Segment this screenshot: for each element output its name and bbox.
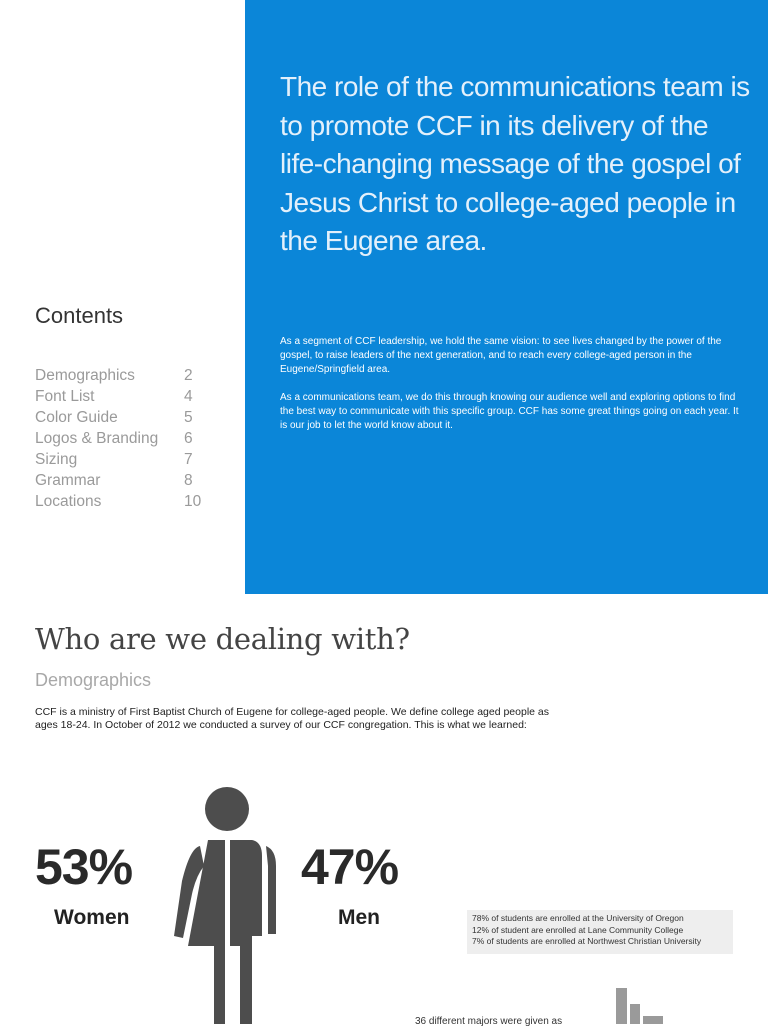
toc-item-grammar[interactable]: [35, 470, 215, 491]
toc-label: Grammar: [35, 472, 101, 489]
contents-title: Contents: [35, 303, 124, 328]
toc-item-locations[interactable]: [35, 491, 215, 512]
table-of-contents: [35, 365, 215, 512]
toc-item-demographics[interactable]: [35, 365, 215, 386]
toc-label: Color Guide: [35, 409, 118, 426]
toc-label: Demographics: [35, 367, 135, 384]
toc-label: Logos & Branding: [35, 430, 159, 447]
enrollment-stat: 12% of student are enrolled at Lane Community College: [472, 924, 684, 935]
toc-page: 2: [184, 367, 193, 384]
mission-panel: [245, 0, 768, 594]
women-percent: 53%: [35, 839, 133, 895]
toc-page: 8: [184, 472, 193, 489]
toc-page: 10: [184, 493, 202, 510]
toc-item-color-guide[interactable]: [35, 407, 215, 428]
male-female-figure-icon: [170, 786, 280, 1024]
toc-item-font-list[interactable]: [35, 386, 215, 407]
toc-item-sizing[interactable]: [35, 449, 215, 470]
toc-page: 6: [184, 430, 193, 447]
enrollment-stat: 7% of students are enrolled at Northwest Christian University: [472, 936, 702, 946]
men-label: Men: [338, 906, 380, 929]
mission-statement: The role of the communications team is to promote CCF in its delivery of the life-changing message of the gospel of Jesus Christ to college-aged people in the Eugene area.: [280, 71, 750, 256]
enrollment-stats: [467, 910, 733, 954]
toc-item-logos-branding[interactable]: [35, 428, 215, 449]
demographics-intro: CCF is a ministry of First Baptist Church of Eugene for college-aged people. We define college aged people as ages 18-24. In October of 2012 we conducted a survey of our CCF congregation. This is what we learned:: [35, 706, 550, 731]
bar-chart-icon: [612, 986, 672, 1024]
toc-label: Font List: [35, 388, 95, 405]
majors-text: 36 different majors were given as: [415, 1016, 563, 1027]
section-heading: Who are we dealing with?: [35, 622, 410, 656]
toc-label: Sizing: [35, 451, 78, 468]
toc-page: 5: [184, 409, 193, 426]
women-label: Women: [54, 906, 130, 929]
toc-page: 7: [184, 451, 193, 468]
vision-paragraph: As a segment of CCF leadership, we hold the same vision: to see lives changed by the power of the gospel, to raise leaders of the next generation, and to reach every college-aged person in the Eugene/Springfield area.: [280, 336, 722, 375]
section-subheading: Demographics: [35, 670, 152, 690]
enrollment-stat: 78% of students are enrolled at the University of Oregon: [472, 913, 684, 923]
men-percent: 47%: [301, 839, 399, 895]
toc-page: 4: [184, 388, 193, 405]
approach-paragraph: As a communications team, we do this through knowing our audience well and exploring options to find the best way to communicate with this specific group. CCF has some great things going on each year. It is our job to let the world know about it.: [280, 392, 739, 431]
toc-label: Locations: [35, 493, 102, 510]
